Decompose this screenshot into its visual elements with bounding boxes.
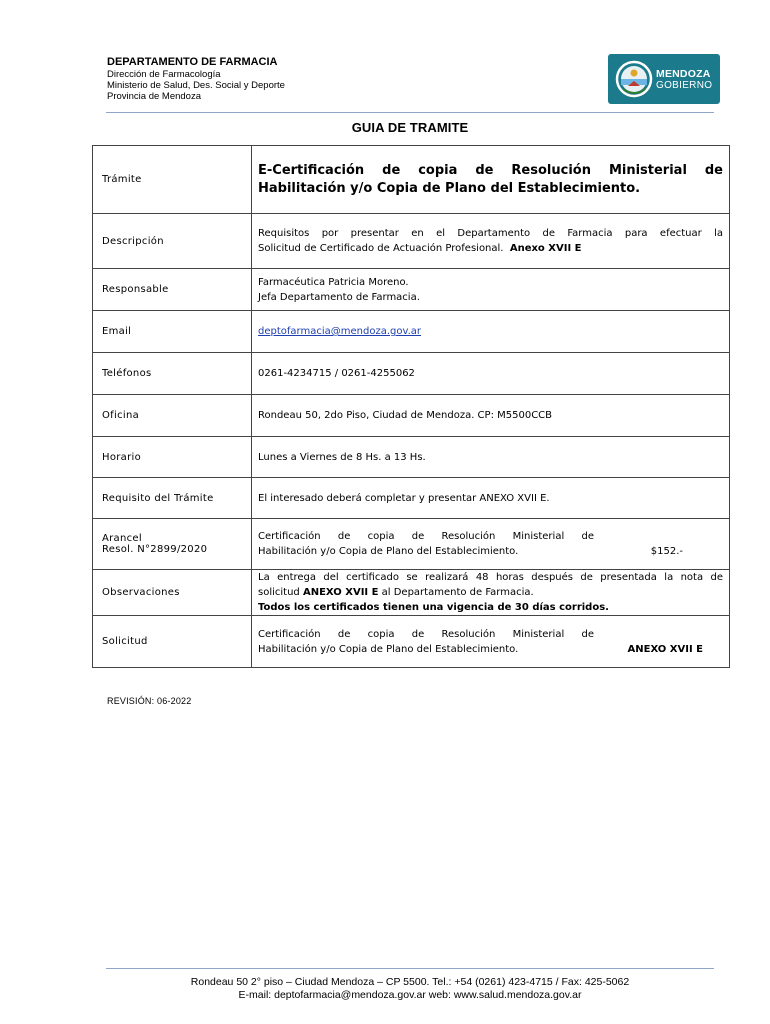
oficina-value: Rondeau 50, 2do Piso, Ciudad de Mendoza. CP: M5500CCB — [252, 395, 730, 437]
footer-contact: E-mail: deptofarmacia@mendoza.gov.ar web: www.salud.mendoza.gov.ar — [238, 988, 582, 1001]
footer — [0, 976, 770, 1001]
annex-reference: Anexo XVII E — [509, 243, 582, 254]
telefonos-value: 0261-4234715 / 0261-4255062 — [252, 353, 730, 395]
email-link[interactable]: deptofarmacia@mendoza.gov.ar — [258, 326, 422, 337]
row-label: Teléfonos — [93, 353, 252, 395]
directorate-line: Dirección de Farmacología — [107, 69, 221, 80]
row-label: Solicitud — [93, 616, 252, 668]
observaciones-value: La entrega del certificado se realizará 48 horas después de presentada la nota de solicitud ANEXO XVII E al Departamento de Farmacia. Todos los certificados tienen una vigencia de 30 días corridos. — [252, 570, 730, 616]
footer-address: Rondeau 50 2° piso – Ciudad Mendoza – CP 5500. Tel.: +54 (0261) 423-4715 / Fax: 425-5062 — [190, 976, 630, 988]
procedure-table — [92, 145, 730, 668]
table-row — [93, 570, 730, 616]
row-label: Observaciones — [93, 570, 252, 616]
table-row — [93, 616, 730, 668]
row-label: Oficina — [93, 395, 252, 437]
province-line: Provincia de Mendoza — [107, 91, 201, 102]
table-row — [93, 437, 730, 478]
row-label: Trámite — [93, 146, 252, 214]
row-label: Arancel Resol. N°2899/2020 — [93, 519, 252, 570]
row-label: Email — [93, 311, 252, 353]
fee-amount: $152.- — [650, 546, 683, 557]
table-row — [93, 311, 730, 353]
logo-title: MENDOZA — [656, 68, 711, 80]
table-row — [93, 214, 730, 269]
tramite-value: E-Certificación de copia de Resolución Ministerial de Habilitación y/o Copia de Plano del Establecimiento. — [252, 146, 730, 214]
provincial-emblem-icon — [614, 59, 654, 99]
footer-divider — [106, 968, 714, 969]
header-divider — [106, 112, 714, 113]
row-label: Requisito del Trámite — [93, 478, 252, 519]
table-row — [93, 395, 730, 437]
requisito-value: El interesado deberá completar y presentar ANEXO XVII E. — [252, 478, 730, 519]
table-row — [93, 146, 730, 214]
row-label: Responsable — [93, 269, 252, 311]
table-row — [93, 478, 730, 519]
row-label: Descripción — [93, 214, 252, 269]
row-label: Horario — [93, 437, 252, 478]
department-name: DEPARTAMENTO DE FARMACIA — [107, 56, 278, 68]
solicitud-value: Certificación de copia de Resolución Ministerial de Habilitación y/o Copia de Plano del Establecimiento. ANEXO XVII E — [252, 616, 730, 668]
ministry-line: Ministerio de Salud, Des. Social y Deporte — [107, 80, 285, 91]
responsable-value: Farmacéutica Patricia Moreno. Jefa Departamento de Farmacia. — [252, 269, 730, 311]
annex-reference: ANEXO XVII E — [627, 643, 703, 655]
page-title: GUIA DE TRAMITE — [351, 120, 469, 135]
table-row — [93, 519, 730, 570]
table-row — [93, 353, 730, 395]
revision-label: REVISIÓN: 06-2022 — [107, 696, 192, 706]
horario-value: Lunes a Viernes de 8 Hs. a 13 Hs. — [252, 437, 730, 478]
mendoza-government-logo — [608, 54, 720, 104]
letterhead — [107, 56, 285, 102]
logo-subtitle: GOBIERNO — [656, 80, 713, 91]
arancel-value: Certificación de copia de Resolución Ministerial de Habilitación y/o Copia de Plano del Establecimiento. $152.- — [252, 519, 730, 570]
table-row — [93, 269, 730, 311]
descripcion-value: Requisitos por presentar en el Departamento de Farmacia para efectuar la Solicitud de Certificado de Actuación Profesional. Anexo XVII E — [252, 214, 730, 269]
